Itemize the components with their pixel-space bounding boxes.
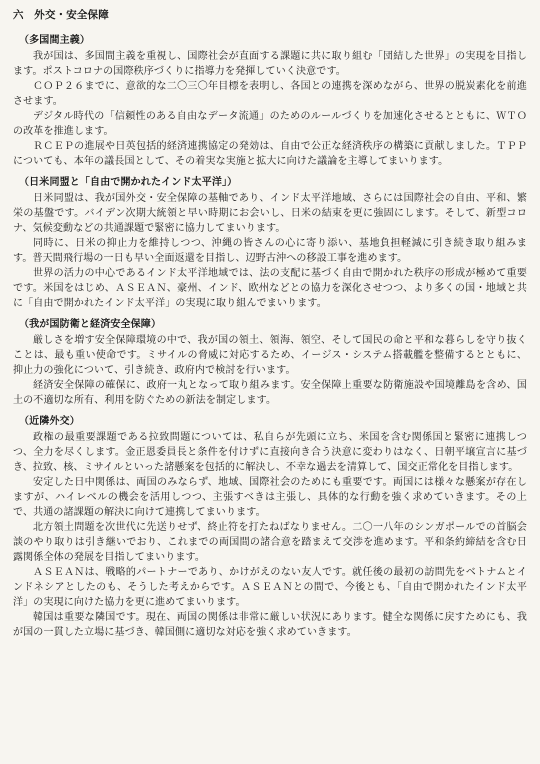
subsection-neighborhood-diplomacy [13, 414, 527, 640]
paragraph: 厳しさを増す安全保障環境の中で、我が国の領土、領海、領空、そして国民の命と平和な暮らしを守り抜くことは、最も重い使命です。ミサイルの脅威に対応するため、イージス・システム搭載艦を整備するとともに、抑止力の強化について、引き続き、政府内で検討を行います。 [13, 335, 527, 376]
paragraph: 安定した日中関係は、両国のみならず、地域、国際社会のためにも重要です。両国には様々な懸案が存在しますが、ハイレベルの機会を活用しつつ、主張すべきは主張し、具体的な行動を強く求めていきます。その上で、共通の諸課題の解決に向けて連携してまいります。 [13, 477, 527, 518]
paragraph: デジタル時代の「信頼性のある自由なデータ流通」のためのルールづくりを加速化させるとともに、ＷＴＯの改革を推進します。 [13, 111, 527, 137]
subsection-title: （我が国防衛と経済安全保障） [19, 319, 162, 330]
paragraph: ＣＯＰ２６までに、意欲的な二〇三〇年目標を表明し、各国との連携を深めながら、世界の脱炭素化を前進させます。 [13, 81, 527, 107]
paragraph: 経済安全保障の確保に、政府一丸となって取り組みます。安全保障上重要な防衛施設や国境離島を含め、国土の不適切な所有、利用を防ぐための新法を制定します。 [13, 380, 527, 406]
paragraph: 日米同盟は、我が国外交・安全保障の基軸であり、インド太平洋地域、さらには国際社会の自由、平和、繁栄の基盤です。バイデン次期大統領と早い時期にお会いし、日米の結束を更に強固にします。そして、新型コロナ、気候変動などの共通課題で緊密に協力してまいります。 [13, 193, 527, 234]
subsection-defense-economic-security [13, 317, 527, 408]
paragraph: 同時に、日米の抑止力を維持しつつ、沖縄の皆さんの心に寄り添い、基地負担軽減に引き続き取り組みます。普天間飛行場の一日も早い全面返還を目指し、辺野古沖への移設工事を進めます。 [13, 238, 527, 264]
subsection-title: （日米同盟と「自由で開かれたインド太平洋」） [19, 177, 238, 188]
paragraph: 我が国は、多国間主義を重視し、国際社会が直面する課題に共に取り組む「団結した世界」の実現を目指します。ポストコロナの国際秩序づくりに指導力を発揮していく決意です。 [13, 51, 527, 77]
paragraph: 北方領土問題を次世代に先送りせず、終止符を打たねばなりません。二〇一八年のシンガポールでの首脳会談のやり取りは引き継いでおり、これまでの両国間の諸合意を踏まえて交渉を進めます。平和条約締結を含む日露関係全体の発展を目指してまいります。 [13, 522, 527, 563]
paragraph: 政権の最重要課題である拉致問題については、私自らが先頭に立ち、米国を含む関係国と緊密に連携しつつ、全力を尽くします。金正恩委員長と条件を付けずに直接向き合う決意に変わりはなく、日朝平壌宣言に基づき、拉致、核、ミサイルといった諸懸案を包括的に解決し、不幸な過去を清算して、国交正常化を目指します。 [13, 432, 527, 473]
paragraph: 韓国は重要な隣国です。現在、両国の関係は非常に厳しい状況にあります。健全な関係に戻すためにも、我が国の一貫した立場に基づき、韓国側に適切な対応を強く求めていきます。 [13, 612, 527, 638]
subsection-multilateralism [13, 33, 527, 169]
subsection-japan-us-alliance [13, 175, 527, 311]
subsection-title: （多国間主義） [19, 35, 91, 46]
paragraph: 世界の活力の中心であるインド太平洋地域では、法の支配に基づく自由で開かれた秩序の形成が極めて重要です。米国をはじめ、ＡＳＥＡＮ、豪州、インド、欧州などとの協力を深化させつつ、より多くの国・地域と共に「自由で開かれたインド太平洋」の実現に取り組んでまいります。 [13, 268, 527, 309]
subsection-title: （近隣外交） [19, 416, 80, 427]
paragraph: ＲＣＥＰの進展や日英包括的経済連携協定の発効は、自由で公正な経済秩序の構築に貢献しました。ＴＰＰについても、本年の議長国として、その着実な実施と拡大に向けた議論を主導してまいります。 [13, 141, 527, 167]
paragraph: ＡＳＥＡＮは、戦略的パートナーであり、かけがえのない友人です。就任後の最初の訪問先をベトナムとインドネシアとしたのも、そうした考えからです。ＡＳＥＡＮとの間で、今後とも、「自由で開かれたインド太平洋」の実現に向けた協力を更に進めてまいります。 [13, 567, 527, 608]
section-title: 六 外交・安全保障 [13, 9, 109, 21]
